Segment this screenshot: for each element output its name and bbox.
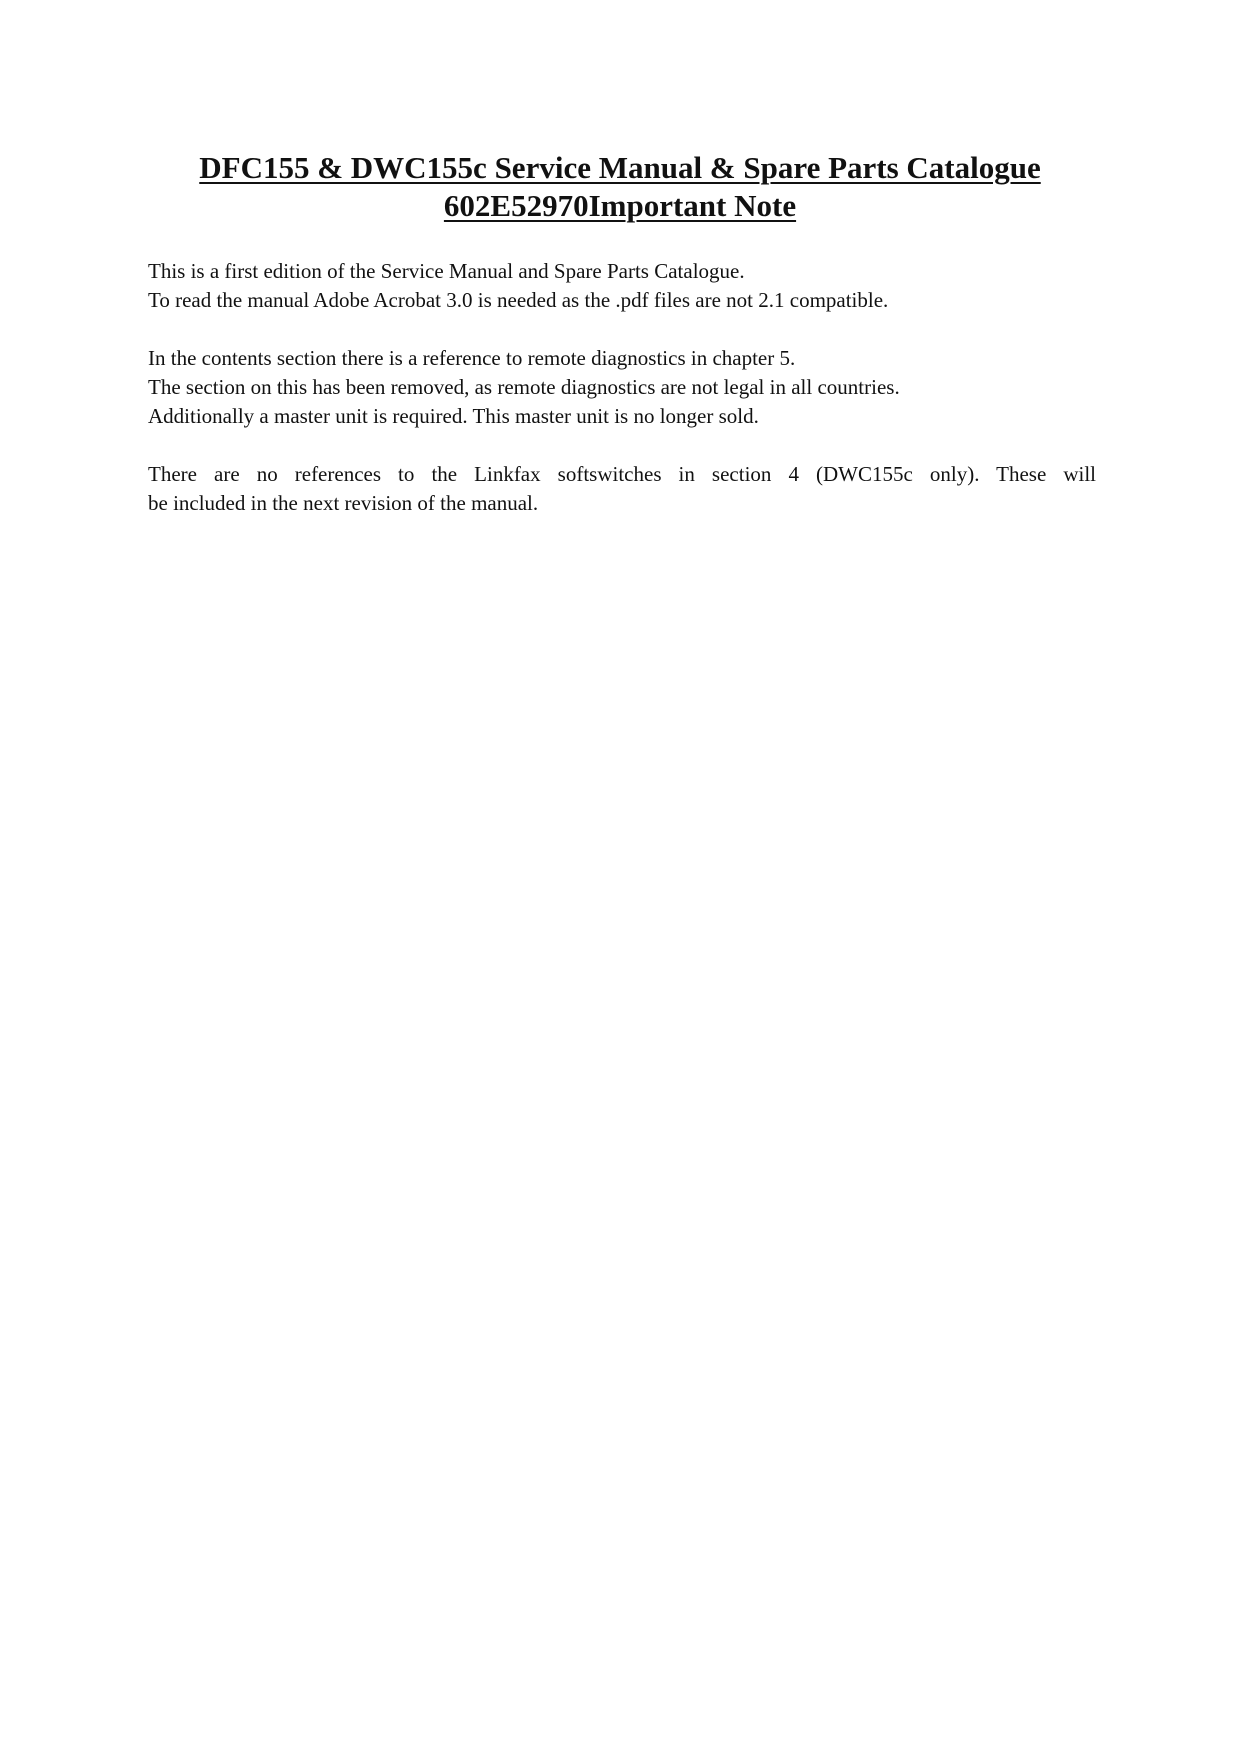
text-line: Additionally a master unit is required. This master unit is no longer sold. — [148, 404, 759, 428]
page-title — [100, 149, 1140, 225]
text-line: The section on this has been removed, as remote diagnostics are not legal in all countries. — [148, 375, 900, 399]
text-line: There are no references to the Linkfax softswitches in section 4 (DWC155c only). These will — [148, 462, 1096, 486]
text-line: This is a first edition of the Service Manual and Spare Parts Catalogue. — [148, 259, 745, 283]
paragraph-remote-diagnostics — [148, 344, 1096, 431]
document-body — [148, 257, 1096, 547]
text-line: In the contents section there is a reference to remote diagnostics in chapter 5. — [148, 346, 796, 370]
title-line-2: 602E52970Important Note — [443, 188, 797, 223]
text-line: To read the manual Adobe Acrobat 3.0 is needed as the .pdf files are not 2.1 compatible. — [148, 288, 889, 312]
title-line-1: DFC155 & DWC155c Service Manual & Spare Parts Catalogue — [199, 150, 1041, 185]
paragraph-linkfax-softswitches — [148, 460, 1096, 518]
text-line: be included in the next revision of the manual. — [148, 491, 539, 515]
paragraph-edition-note — [148, 257, 1096, 315]
